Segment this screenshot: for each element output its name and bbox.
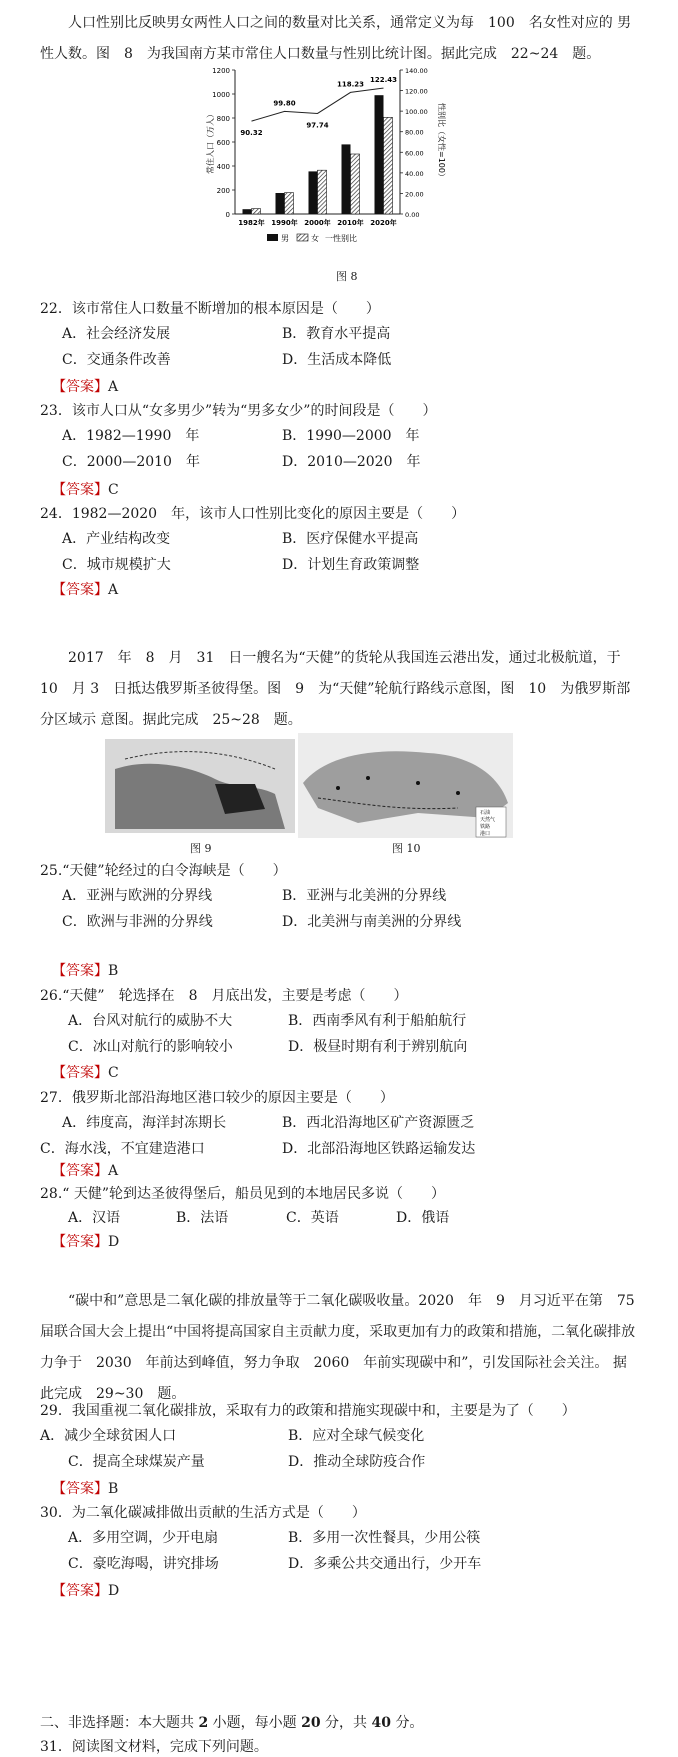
russia-map [298, 733, 513, 838]
q30-option-d: D．多乘公共交通出行，少开车 [288, 1556, 482, 1572]
q25-option-c: C．欧洲与非洲的分界线 [62, 914, 213, 930]
answer-value: A [108, 582, 119, 598]
bar-female [285, 193, 294, 214]
y2-tick-label: 20.00 [405, 190, 424, 199]
answer-tag: 【答案】 [52, 482, 108, 498]
q28-option-a: A．汉语 [68, 1210, 121, 1226]
section-2-count: 2 [198, 1715, 209, 1731]
answer-tag: 【答案】 [52, 1481, 108, 1497]
q23-option-a: A．1982—1990 年 [62, 428, 200, 444]
figure-8-caption: 图 8 [336, 270, 358, 283]
q23-option-b: B．1990—2000 年 [282, 428, 420, 444]
figure-8-chart [205, 58, 475, 268]
q25-option-a: A．亚洲与欧洲的分界线 [62, 888, 213, 904]
q27-option-d: D．北部沿海地区铁路运输发达 [282, 1141, 476, 1157]
q29-answer [52, 1478, 118, 1498]
q30-option-a: A．多用空调，少开电扇 [68, 1530, 219, 1546]
figure-10-caption: 图 10 [392, 842, 421, 855]
y2-tick-label: 120.00 [405, 87, 428, 96]
y-tick-label: 1200 [212, 67, 230, 75]
y-tick-label: 200 [216, 187, 230, 195]
question-30-stem: 30．为二氧化碳减排做出贡献的生活方式是（ ） [40, 1505, 366, 1521]
q30-answer [52, 1580, 119, 1600]
answer-value: C [108, 1065, 119, 1081]
section-2-heading [40, 1712, 423, 1732]
question-25-stem: 25.“天健”轮经过的白令海峡是（ ） [40, 863, 287, 879]
x-tick-labels [238, 218, 396, 227]
y-tick-label: 1000 [212, 91, 230, 99]
q24-option-a: A．产业结构改变 [62, 531, 171, 547]
question-23-stem: 23．该市人口从“女多男少”转为“男多女少”的时间段是（ ） [40, 403, 437, 419]
legend-swatch-male [267, 234, 278, 241]
q30-option-c: C．豪吃海喝，讲究排场 [68, 1556, 219, 1572]
x-tick-label: 1990年 [271, 219, 298, 227]
legend-item-railway: 铁路 [480, 824, 491, 830]
bar-female [318, 170, 327, 214]
bar-female [351, 154, 360, 214]
sex-ratio-data-label: 118.23 [336, 80, 365, 89]
q28-option-c: C．英语 [286, 1210, 339, 1226]
answer-tag: 【答案】 [52, 1234, 108, 1250]
legend-label-ratio: 一性别比 [325, 234, 357, 243]
answer-tag: 【答案】 [52, 1583, 108, 1599]
answer-value: B [108, 1481, 119, 1497]
bar-male [276, 193, 285, 214]
y2-tick-label: 80.00 [405, 128, 424, 137]
section-2-prefix: 二、非选择题：本大题共 [40, 1715, 194, 1731]
q28-answer [52, 1231, 119, 1251]
y-axis-label: 常住人口（万人） [206, 110, 215, 174]
answer-tag: 【答案】 [52, 1163, 108, 1179]
x-tick-label: 1982年 [238, 219, 265, 227]
q30-option-b: B．多用一次性餐具，少用公筷 [288, 1530, 481, 1546]
legend-item-gas: 天然气 [480, 817, 496, 823]
q27-option-b: B．西北沿海地区矿产资源匮乏 [282, 1115, 475, 1131]
q24-answer [52, 579, 118, 599]
bar-female [384, 117, 393, 214]
intro-paragraph-2: 2017 年 8 月 31 日一艘名为“天健”的货轮从我国连云港出发，通过北极航道，于 10 月 3 日抵达俄罗斯圣彼得堡。图 9 为“天健”轮航行路线示意图，图 10 为俄罗斯部分区域示 意图。据此完成 25~28 题。 [40, 650, 635, 728]
answer-value: D [108, 1583, 120, 1599]
q26-answer [52, 1062, 119, 1082]
question-29-stem: 29．我国重视二氧化碳排放，采取有力的政策和措施实现碳中和，主要是为了（ ） [40, 1403, 576, 1419]
q26-option-a: A．台风对航行的威胁不大 [68, 1013, 233, 1029]
answer-value: B [108, 963, 119, 979]
q25-option-b: B．亚洲与北美洲的分界线 [282, 888, 447, 904]
y2-tick-label: 0.00 [405, 211, 420, 219]
q26-option-b: B．西南季风有利于船舶航行 [288, 1013, 467, 1029]
y2-axis-label: 性别比（女性=100） [437, 103, 446, 181]
bar-male [375, 95, 384, 214]
intro-paragraph-3: “碳中和”意思是二氧化碳的排放量等于二氧化碳吸收量。2020 年 9 月习近平在第 75 届联合国大会上提出“中国将提高国家自主贡献力度，采取更加有力的政策和措施，二氧化碳排放力争于 2030 年前达到峰值，努力争取 2060 年前实现碳中和”，引发国际社会关注。 据此完成 29~30 题。 [40, 1293, 649, 1402]
bar-male [309, 171, 318, 214]
answer-tag: 【答案】 [52, 582, 108, 598]
bar-female [252, 209, 261, 214]
y-tick-label: 800 [216, 115, 230, 123]
q26-option-d: D．极昼时期有利于辨别航向 [288, 1039, 468, 1055]
question-24-stem: 24．1982—2020 年，该市人口性别比变化的原因主要是（ ） [40, 506, 466, 522]
question-31-stem: 31．阅读图文材料，完成下列问题。 [40, 1739, 268, 1755]
q26-option-c: C．冰山对航行的影响较小 [68, 1039, 233, 1055]
q27-option-c: C．海水浅，不宜建造港口 [40, 1141, 205, 1157]
y-tick-label: 600 [216, 139, 230, 147]
q22-option-a: A．社会经济发展 [62, 326, 171, 342]
answer-tag: 【答案】 [52, 963, 108, 979]
x-tick-label: 2010年 [337, 219, 364, 227]
q29-option-c: C．提高全球煤炭产量 [68, 1454, 205, 1470]
legend-item-port: 港口 [480, 831, 491, 837]
route-map [105, 739, 295, 833]
answer-value: A [108, 1163, 119, 1179]
q29-option-b: B．应对全球气候变化 [288, 1428, 425, 1444]
legend-item-oil: 石油 [480, 810, 491, 816]
sex-ratio-polyline [252, 88, 384, 121]
chart-legend [267, 233, 357, 243]
q23-answer [52, 479, 119, 499]
bar-male [342, 144, 351, 214]
legend-label-female: 女 [311, 234, 319, 243]
section-2-mid1: 小题，每小题 [212, 1715, 297, 1731]
section-2-each: 20 [301, 1715, 321, 1731]
y-tick-label: 400 [216, 163, 230, 171]
answer-tag: 【答案】 [52, 1065, 108, 1081]
q27-answer [52, 1160, 118, 1180]
q23-option-c: C．2000—2010 年 [62, 454, 200, 470]
section-2-mid2: 分，共 [325, 1715, 368, 1731]
city-dot [366, 776, 370, 780]
x-tick-label: 2020年 [370, 219, 397, 227]
q24-option-b: B．医疗保健水平提高 [282, 531, 419, 547]
q22-option-b: B．教育水平提高 [282, 326, 391, 342]
population-sex-ratio-chart [205, 58, 475, 268]
city-dot [456, 791, 460, 795]
sex-ratio-data-label: 99.80 [273, 99, 296, 108]
q23-option-d: D．2010—2020 年 [282, 454, 421, 470]
q25-answer [52, 960, 118, 980]
bar-male [243, 209, 252, 214]
q29-option-d: D．推动全球防疫合作 [288, 1454, 426, 1470]
sex-ratio-data-label: 122.43 [369, 76, 398, 85]
q22-option-d: D．生活成本降低 [282, 352, 392, 368]
city-dot [336, 786, 340, 790]
q28-option-b: B．法语 [176, 1210, 229, 1226]
answer-tag: 【答案】 [52, 379, 108, 395]
q24-option-c: C．城市规模扩大 [62, 557, 171, 573]
y2-tick-label: 140.00 [405, 67, 428, 75]
y2-tick-label: 40.00 [405, 169, 424, 178]
legend-swatch-female [297, 234, 308, 241]
sex-ratio-line [240, 76, 397, 137]
y-tick-label: 0 [225, 211, 230, 219]
answer-value: A [108, 379, 119, 395]
section-2-suffix: 分。 [395, 1715, 424, 1731]
question-28-stem: 28.“ 天健”轮到达圣彼得堡后，船员见到的本地居民多说（ ） [40, 1186, 446, 1202]
q27-option-a: A．纬度高，海洋封冻期长 [62, 1115, 227, 1131]
q22-answer [52, 376, 118, 396]
q28-option-d: D．俄语 [396, 1210, 450, 1226]
intro-paragraph-1: 人口性别比反映男女两性人口之间的数量对比关系，通常定义为每 100 名女性对应的 男性人数。图 8 为我国南方某市常住人口数量与性别比统计图。据此完成 22~24 题。 [40, 15, 632, 62]
figure-9-map [105, 739, 295, 833]
sex-ratio-data-label: 97.74 [306, 121, 329, 130]
q25-option-d: D．北美洲与南美洲的分界线 [282, 914, 462, 930]
answer-value: D [108, 1234, 120, 1250]
right-y-ticks [400, 67, 428, 219]
question-22-stem: 22．该市常住人口数量不断增加的根本原因是（ ） [40, 301, 380, 317]
y2-tick-label: 100.00 [405, 108, 428, 117]
figure-10-map [298, 733, 513, 838]
answer-value: C [108, 482, 119, 498]
city-dot [416, 781, 420, 785]
q29-option-a: A．减少全球贫困人口 [40, 1428, 177, 1444]
question-26-stem: 26.“天健” 轮选择在 8 月底出发，主要是考虑（ ） [40, 988, 408, 1004]
q24-option-d: D．计划生育政策调整 [282, 557, 420, 573]
left-y-ticks [212, 67, 235, 219]
section-2-total: 40 [371, 1715, 391, 1731]
y2-tick-label: 60.00 [405, 149, 424, 158]
x-tick-label: 2000年 [304, 219, 331, 227]
sex-ratio-data-label: 90.32 [240, 129, 263, 138]
question-27-stem: 27．俄罗斯北部沿海地区港口较少的原因主要是（ ） [40, 1090, 394, 1106]
q22-option-c: C．交通条件改善 [62, 352, 171, 368]
figure-9-caption: 图 9 [190, 842, 212, 855]
legend-label-male: 男 [281, 234, 289, 243]
